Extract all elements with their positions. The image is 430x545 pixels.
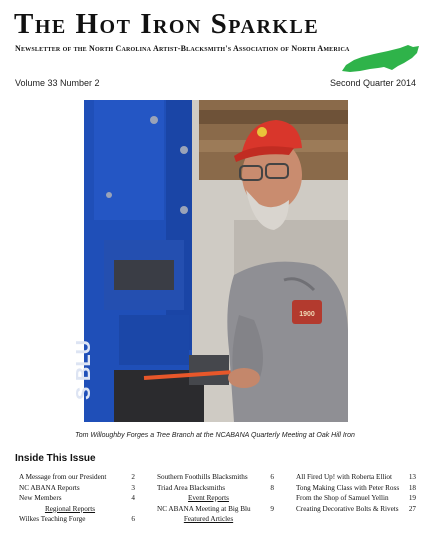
toc-entry[interactable]	[157, 504, 274, 515]
toc-entry-title: Wilkes Teaching Forge	[19, 515, 86, 523]
issue-quarter: Second Quarter 2014	[329, 78, 416, 88]
toc-heading: Inside This Issue	[15, 453, 96, 464]
toc-entry-title: NC ABANA Reports	[19, 483, 80, 492]
volume-number: Volume 33 Number 2	[15, 78, 100, 88]
toc-section-header	[157, 493, 274, 504]
toc-entry[interactable]	[157, 483, 274, 494]
cover-photo	[73, 100, 348, 422]
toc-column-3	[296, 472, 416, 514]
toc-column-2	[157, 472, 274, 525]
toc-entry[interactable]	[19, 514, 135, 525]
toc-entry[interactable]	[19, 493, 135, 504]
toc-entry-title: New Members	[19, 494, 62, 502]
toc-entry-title: Tong Making Class with Peter Ross	[296, 483, 400, 492]
toc-section-header	[157, 514, 274, 525]
toc-entry-title: Triad Area Blacksmiths	[157, 483, 226, 492]
shirt-logo-text: 1900	[299, 311, 315, 318]
toc-entry-title: From the Shop of Samuel Yellin	[296, 494, 389, 502]
toc-entry-page: 13	[408, 473, 416, 481]
toc-entry-page: 19	[408, 494, 416, 502]
press-lettering: S BLU	[73, 340, 95, 400]
newsletter-subtitle: Newsletter of the North Carolina Artist-Blacksmith's Association of North America	[15, 44, 350, 53]
toc-entry[interactable]	[296, 504, 416, 515]
toc-section-label: Featured Articles	[183, 515, 234, 523]
toc-entry-page: 27	[408, 504, 416, 513]
toc-entry[interactable]	[157, 472, 274, 483]
toc-entry[interactable]	[19, 483, 135, 494]
toc-entry[interactable]	[19, 472, 135, 483]
toc-entry-page: 6	[270, 473, 274, 481]
toc-section-label: Event Reports	[188, 494, 229, 502]
toc-entry-page: 18	[408, 483, 416, 492]
toc-entry-title: All Fired Up! with Roberta Elliot	[296, 473, 393, 481]
toc-entry-page: 9	[270, 504, 274, 513]
toc-entry-page: 3	[131, 483, 135, 492]
toc-entry[interactable]	[296, 483, 416, 494]
toc-entry-title: Creating Decorative Bolts & Rivets	[296, 504, 399, 513]
photo-caption: Tom Willoughby Forges a Tree Branch at the NCABANA Quarterly Meeting at Oak Hill Iron	[75, 432, 355, 439]
north-carolina-map-icon	[340, 44, 420, 76]
toc-entry-page: 4	[131, 494, 135, 502]
toc-entry[interactable]	[296, 472, 416, 483]
toc-entry[interactable]	[296, 493, 416, 504]
toc-entry-page: 2	[131, 473, 135, 481]
toc-section-label: Regional Reports	[44, 504, 96, 513]
toc-entry-title: A Message from our President	[19, 473, 107, 481]
toc-section-header	[19, 504, 135, 515]
toc-entry-page: 6	[131, 515, 135, 523]
toc-entry-title: NC ABANA Meeting at Big Blu	[157, 504, 251, 513]
toc-entry-title: Southern Foothills Blacksmiths	[157, 473, 248, 481]
toc-entry-page: 8	[270, 483, 274, 492]
newsletter-title: The Hot Iron Sparkle	[14, 8, 320, 40]
toc-column-1	[19, 472, 135, 525]
